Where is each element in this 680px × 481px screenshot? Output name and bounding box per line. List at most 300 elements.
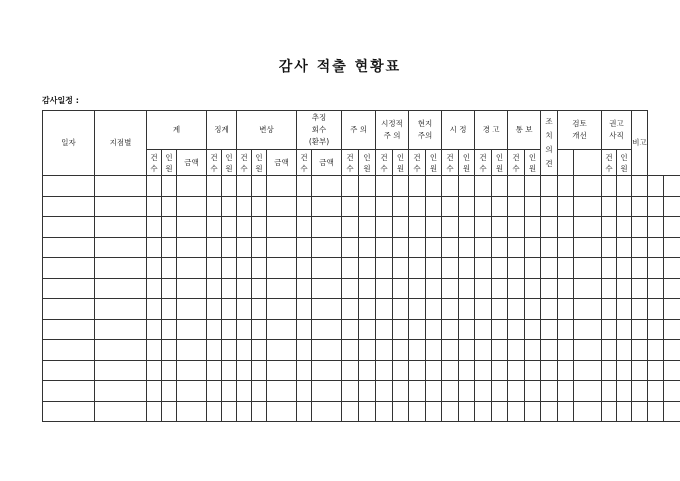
table-cell[interactable] (177, 381, 207, 402)
table-cell[interactable] (602, 381, 617, 402)
table-cell[interactable] (541, 401, 558, 422)
table-cell[interactable] (632, 381, 648, 402)
table-cell[interactable] (558, 176, 574, 197)
table-cell[interactable] (442, 196, 459, 217)
table-cell[interactable] (312, 237, 342, 258)
table-cell[interactable] (558, 299, 574, 320)
table-cell[interactable] (177, 176, 207, 197)
table-cell[interactable] (297, 278, 312, 299)
table-cell[interactable] (376, 340, 393, 361)
table-cell[interactable] (664, 401, 680, 422)
table-cell[interactable] (426, 340, 442, 361)
table-cell[interactable] (376, 360, 393, 381)
table-cell[interactable] (664, 176, 680, 197)
table-cell[interactable] (664, 217, 680, 238)
table-cell[interactable] (393, 401, 409, 422)
table-cell[interactable] (207, 176, 222, 197)
table-cell[interactable] (442, 401, 459, 422)
table-cell[interactable] (297, 176, 312, 197)
table-cell[interactable] (342, 237, 359, 258)
table-cell[interactable] (312, 176, 342, 197)
table-cell[interactable] (525, 258, 541, 279)
table-cell[interactable] (525, 278, 541, 299)
table-cell[interactable] (409, 258, 426, 279)
table-cell[interactable] (297, 258, 312, 279)
table-cell[interactable] (459, 381, 475, 402)
table-cell[interactable] (648, 401, 664, 422)
table-cell[interactable] (632, 319, 648, 340)
table-cell[interactable] (222, 278, 237, 299)
table-cell[interactable] (664, 196, 680, 217)
table-cell[interactable] (162, 258, 177, 279)
table-cell[interactable] (459, 340, 475, 361)
table-cell[interactable] (177, 196, 207, 217)
table-cell[interactable] (222, 196, 237, 217)
table-cell[interactable] (95, 237, 147, 258)
table-cell[interactable] (376, 176, 393, 197)
table-cell[interactable] (359, 340, 376, 361)
table-cell[interactable] (475, 196, 492, 217)
table-cell[interactable] (147, 319, 162, 340)
table-cell[interactable] (459, 258, 475, 279)
table-cell[interactable] (207, 381, 222, 402)
table-cell[interactable] (342, 196, 359, 217)
table-cell[interactable] (393, 299, 409, 320)
table-cell[interactable] (409, 217, 426, 238)
table-cell[interactable] (162, 237, 177, 258)
table-cell[interactable] (442, 299, 459, 320)
table-cell[interactable] (177, 258, 207, 279)
table-cell[interactable] (602, 237, 617, 258)
table-cell[interactable] (492, 401, 508, 422)
table-cell[interactable] (459, 360, 475, 381)
table-cell[interactable] (222, 299, 237, 320)
table-cell[interactable] (162, 278, 177, 299)
table-cell[interactable] (393, 319, 409, 340)
table-cell[interactable] (222, 217, 237, 238)
table-cell[interactable] (147, 360, 162, 381)
table-cell[interactable] (207, 319, 222, 340)
table-cell[interactable] (508, 278, 525, 299)
table-cell[interactable] (475, 258, 492, 279)
table-cell[interactable] (541, 258, 558, 279)
table-cell[interactable] (376, 319, 393, 340)
table-cell[interactable] (409, 340, 426, 361)
table-cell[interactable] (602, 217, 617, 238)
table-cell[interactable] (252, 319, 267, 340)
table-cell[interactable] (541, 340, 558, 361)
table-cell[interactable] (409, 360, 426, 381)
table-cell[interactable] (95, 381, 147, 402)
table-cell[interactable] (632, 217, 648, 238)
table-cell[interactable] (207, 340, 222, 361)
table-cell[interactable] (426, 319, 442, 340)
table-cell[interactable] (376, 381, 393, 402)
table-cell[interactable] (207, 278, 222, 299)
table-cell[interactable] (95, 299, 147, 320)
table-cell[interactable] (297, 299, 312, 320)
table-cell[interactable] (492, 360, 508, 381)
table-cell[interactable] (508, 217, 525, 238)
table-cell[interactable] (177, 401, 207, 422)
table-cell[interactable] (475, 217, 492, 238)
table-cell[interactable] (508, 176, 525, 197)
table-cell[interactable] (525, 299, 541, 320)
table-cell[interactable] (492, 319, 508, 340)
table-cell[interactable] (393, 381, 409, 402)
table-cell[interactable] (393, 278, 409, 299)
table-cell[interactable] (541, 217, 558, 238)
table-cell[interactable] (376, 196, 393, 217)
table-cell[interactable] (617, 299, 632, 320)
table-cell[interactable] (617, 258, 632, 279)
table-cell[interactable] (297, 319, 312, 340)
table-cell[interactable] (359, 360, 376, 381)
table-cell[interactable] (359, 381, 376, 402)
table-cell[interactable] (393, 196, 409, 217)
table-cell[interactable] (602, 278, 617, 299)
table-cell[interactable] (442, 340, 459, 361)
table-cell[interactable] (359, 401, 376, 422)
table-cell[interactable] (632, 278, 648, 299)
table-cell[interactable] (602, 401, 617, 422)
table-cell[interactable] (442, 217, 459, 238)
table-cell[interactable] (492, 258, 508, 279)
table-cell[interactable] (43, 237, 95, 258)
table-cell[interactable] (297, 401, 312, 422)
table-cell[interactable] (475, 340, 492, 361)
table-cell[interactable] (342, 258, 359, 279)
table-cell[interactable] (617, 319, 632, 340)
table-cell[interactable] (574, 278, 602, 299)
table-cell[interactable] (267, 237, 297, 258)
table-cell[interactable] (43, 401, 95, 422)
table-cell[interactable] (574, 196, 602, 217)
table-cell[interactable] (664, 258, 680, 279)
table-cell[interactable] (475, 360, 492, 381)
table-cell[interactable] (508, 196, 525, 217)
table-cell[interactable] (459, 278, 475, 299)
table-cell[interactable] (207, 217, 222, 238)
table-cell[interactable] (237, 278, 252, 299)
table-cell[interactable] (207, 258, 222, 279)
table-cell[interactable] (147, 299, 162, 320)
table-cell[interactable] (376, 217, 393, 238)
table-cell[interactable] (207, 196, 222, 217)
table-cell[interactable] (525, 237, 541, 258)
table-cell[interactable] (312, 217, 342, 238)
table-cell[interactable] (267, 217, 297, 238)
table-cell[interactable] (409, 278, 426, 299)
table-cell[interactable] (632, 401, 648, 422)
table-cell[interactable] (312, 319, 342, 340)
table-cell[interactable] (359, 258, 376, 279)
table-cell[interactable] (541, 381, 558, 402)
table-cell[interactable] (426, 237, 442, 258)
table-cell[interactable] (267, 381, 297, 402)
table-cell[interactable] (492, 278, 508, 299)
table-cell[interactable] (574, 299, 602, 320)
table-cell[interactable] (252, 237, 267, 258)
table-cell[interactable] (43, 258, 95, 279)
table-cell[interactable] (237, 319, 252, 340)
table-cell[interactable] (162, 176, 177, 197)
table-cell[interactable] (43, 278, 95, 299)
table-cell[interactable] (222, 381, 237, 402)
table-cell[interactable] (237, 258, 252, 279)
table-cell[interactable] (558, 381, 574, 402)
table-cell[interactable] (558, 360, 574, 381)
table-cell[interactable] (359, 319, 376, 340)
table-cell[interactable] (342, 217, 359, 238)
table-cell[interactable] (409, 176, 426, 197)
table-cell[interactable] (43, 340, 95, 361)
table-cell[interactable] (617, 278, 632, 299)
table-cell[interactable] (574, 401, 602, 422)
table-cell[interactable] (207, 401, 222, 422)
table-cell[interactable] (508, 258, 525, 279)
table-cell[interactable] (359, 278, 376, 299)
table-cell[interactable] (525, 217, 541, 238)
table-cell[interactable] (541, 360, 558, 381)
table-cell[interactable] (558, 217, 574, 238)
table-cell[interactable] (267, 299, 297, 320)
table-cell[interactable] (297, 237, 312, 258)
table-cell[interactable] (393, 217, 409, 238)
table-cell[interactable] (426, 278, 442, 299)
table-cell[interactable] (475, 299, 492, 320)
table-cell[interactable] (147, 381, 162, 402)
table-cell[interactable] (43, 381, 95, 402)
table-cell[interactable] (95, 401, 147, 422)
table-cell[interactable] (648, 217, 664, 238)
table-cell[interactable] (409, 381, 426, 402)
table-cell[interactable] (95, 217, 147, 238)
table-cell[interactable] (442, 258, 459, 279)
table-cell[interactable] (475, 237, 492, 258)
table-cell[interactable] (558, 237, 574, 258)
table-cell[interactable] (442, 381, 459, 402)
table-cell[interactable] (359, 299, 376, 320)
table-cell[interactable] (442, 237, 459, 258)
table-cell[interactable] (664, 340, 680, 361)
table-cell[interactable] (426, 360, 442, 381)
table-cell[interactable] (147, 340, 162, 361)
table-cell[interactable] (95, 360, 147, 381)
table-cell[interactable] (492, 176, 508, 197)
table-cell[interactable] (297, 196, 312, 217)
table-cell[interactable] (312, 278, 342, 299)
table-cell[interactable] (162, 196, 177, 217)
table-cell[interactable] (475, 381, 492, 402)
table-cell[interactable] (342, 278, 359, 299)
table-cell[interactable] (312, 381, 342, 402)
table-cell[interactable] (426, 176, 442, 197)
table-cell[interactable] (95, 340, 147, 361)
table-cell[interactable] (43, 299, 95, 320)
table-cell[interactable] (312, 196, 342, 217)
table-cell[interactable] (574, 319, 602, 340)
table-cell[interactable] (342, 401, 359, 422)
table-cell[interactable] (95, 319, 147, 340)
table-cell[interactable] (475, 401, 492, 422)
table-cell[interactable] (541, 278, 558, 299)
table-cell[interactable] (297, 340, 312, 361)
table-cell[interactable] (252, 176, 267, 197)
table-cell[interactable] (617, 196, 632, 217)
table-cell[interactable] (442, 176, 459, 197)
table-cell[interactable] (267, 340, 297, 361)
table-cell[interactable] (508, 237, 525, 258)
table-cell[interactable] (617, 217, 632, 238)
table-cell[interactable] (237, 401, 252, 422)
table-cell[interactable] (252, 401, 267, 422)
table-cell[interactable] (267, 196, 297, 217)
table-cell[interactable] (602, 196, 617, 217)
table-cell[interactable] (525, 381, 541, 402)
table-cell[interactable] (409, 401, 426, 422)
table-cell[interactable] (207, 237, 222, 258)
table-cell[interactable] (376, 299, 393, 320)
table-cell[interactable] (648, 319, 664, 340)
table-cell[interactable] (95, 258, 147, 279)
table-cell[interactable] (267, 319, 297, 340)
table-cell[interactable] (525, 401, 541, 422)
table-cell[interactable] (617, 381, 632, 402)
table-cell[interactable] (558, 319, 574, 340)
table-cell[interactable] (602, 299, 617, 320)
table-cell[interactable] (508, 319, 525, 340)
table-cell[interactable] (459, 196, 475, 217)
table-cell[interactable] (147, 196, 162, 217)
table-cell[interactable] (267, 278, 297, 299)
table-cell[interactable] (342, 299, 359, 320)
table-cell[interactable] (237, 360, 252, 381)
table-cell[interactable] (359, 176, 376, 197)
table-cell[interactable] (162, 299, 177, 320)
table-cell[interactable] (312, 360, 342, 381)
table-cell[interactable] (459, 319, 475, 340)
table-cell[interactable] (632, 196, 648, 217)
table-cell[interactable] (162, 381, 177, 402)
table-cell[interactable] (393, 340, 409, 361)
table-cell[interactable] (342, 176, 359, 197)
table-cell[interactable] (617, 401, 632, 422)
table-cell[interactable] (574, 360, 602, 381)
table-cell[interactable] (426, 217, 442, 238)
table-cell[interactable] (252, 360, 267, 381)
table-cell[interactable] (43, 319, 95, 340)
table-cell[interactable] (376, 278, 393, 299)
table-cell[interactable] (393, 176, 409, 197)
table-cell[interactable] (459, 217, 475, 238)
table-cell[interactable] (664, 299, 680, 320)
table-cell[interactable] (147, 258, 162, 279)
table-cell[interactable] (393, 258, 409, 279)
table-cell[interactable] (177, 319, 207, 340)
table-cell[interactable] (664, 319, 680, 340)
table-cell[interactable] (632, 299, 648, 320)
table-cell[interactable] (459, 401, 475, 422)
table-cell[interactable] (162, 401, 177, 422)
table-cell[interactable] (177, 217, 207, 238)
table-cell[interactable] (409, 299, 426, 320)
table-cell[interactable] (617, 340, 632, 361)
table-cell[interactable] (312, 340, 342, 361)
table-cell[interactable] (252, 217, 267, 238)
table-cell[interactable] (297, 360, 312, 381)
table-cell[interactable] (492, 217, 508, 238)
table-cell[interactable] (459, 299, 475, 320)
table-cell[interactable] (162, 360, 177, 381)
table-cell[interactable] (632, 340, 648, 361)
table-cell[interactable] (252, 299, 267, 320)
table-cell[interactable] (237, 237, 252, 258)
table-cell[interactable] (617, 360, 632, 381)
table-cell[interactable] (312, 299, 342, 320)
table-cell[interactable] (475, 176, 492, 197)
table-cell[interactable] (558, 196, 574, 217)
table-cell[interactable] (267, 258, 297, 279)
table-cell[interactable] (409, 319, 426, 340)
table-cell[interactable] (664, 237, 680, 258)
table-cell[interactable] (393, 360, 409, 381)
table-cell[interactable] (558, 258, 574, 279)
table-cell[interactable] (147, 401, 162, 422)
table-cell[interactable] (409, 196, 426, 217)
table-cell[interactable] (252, 381, 267, 402)
table-cell[interactable] (541, 237, 558, 258)
table-cell[interactable] (426, 196, 442, 217)
table-cell[interactable] (648, 176, 664, 197)
table-cell[interactable] (492, 299, 508, 320)
table-cell[interactable] (252, 340, 267, 361)
table-cell[interactable] (664, 360, 680, 381)
table-cell[interactable] (359, 196, 376, 217)
table-cell[interactable] (95, 196, 147, 217)
table-cell[interactable] (252, 196, 267, 217)
table-cell[interactable] (237, 299, 252, 320)
table-cell[interactable] (342, 360, 359, 381)
table-cell[interactable] (426, 299, 442, 320)
table-cell[interactable] (632, 176, 648, 197)
table-cell[interactable] (632, 360, 648, 381)
table-cell[interactable] (508, 340, 525, 361)
table-cell[interactable] (222, 360, 237, 381)
table-cell[interactable] (222, 319, 237, 340)
table-cell[interactable] (541, 319, 558, 340)
table-cell[interactable] (648, 258, 664, 279)
table-cell[interactable] (237, 176, 252, 197)
table-cell[interactable] (95, 176, 147, 197)
table-cell[interactable] (177, 340, 207, 361)
table-cell[interactable] (541, 299, 558, 320)
table-cell[interactable] (43, 176, 95, 197)
table-cell[interactable] (475, 278, 492, 299)
table-cell[interactable] (574, 217, 602, 238)
table-cell[interactable] (525, 196, 541, 217)
table-cell[interactable] (222, 258, 237, 279)
table-cell[interactable] (574, 258, 602, 279)
table-cell[interactable] (442, 278, 459, 299)
table-cell[interactable] (43, 196, 95, 217)
table-cell[interactable] (558, 401, 574, 422)
table-cell[interactable] (237, 381, 252, 402)
table-cell[interactable] (359, 217, 376, 238)
table-cell[interactable] (376, 258, 393, 279)
table-cell[interactable] (459, 237, 475, 258)
table-cell[interactable] (459, 176, 475, 197)
